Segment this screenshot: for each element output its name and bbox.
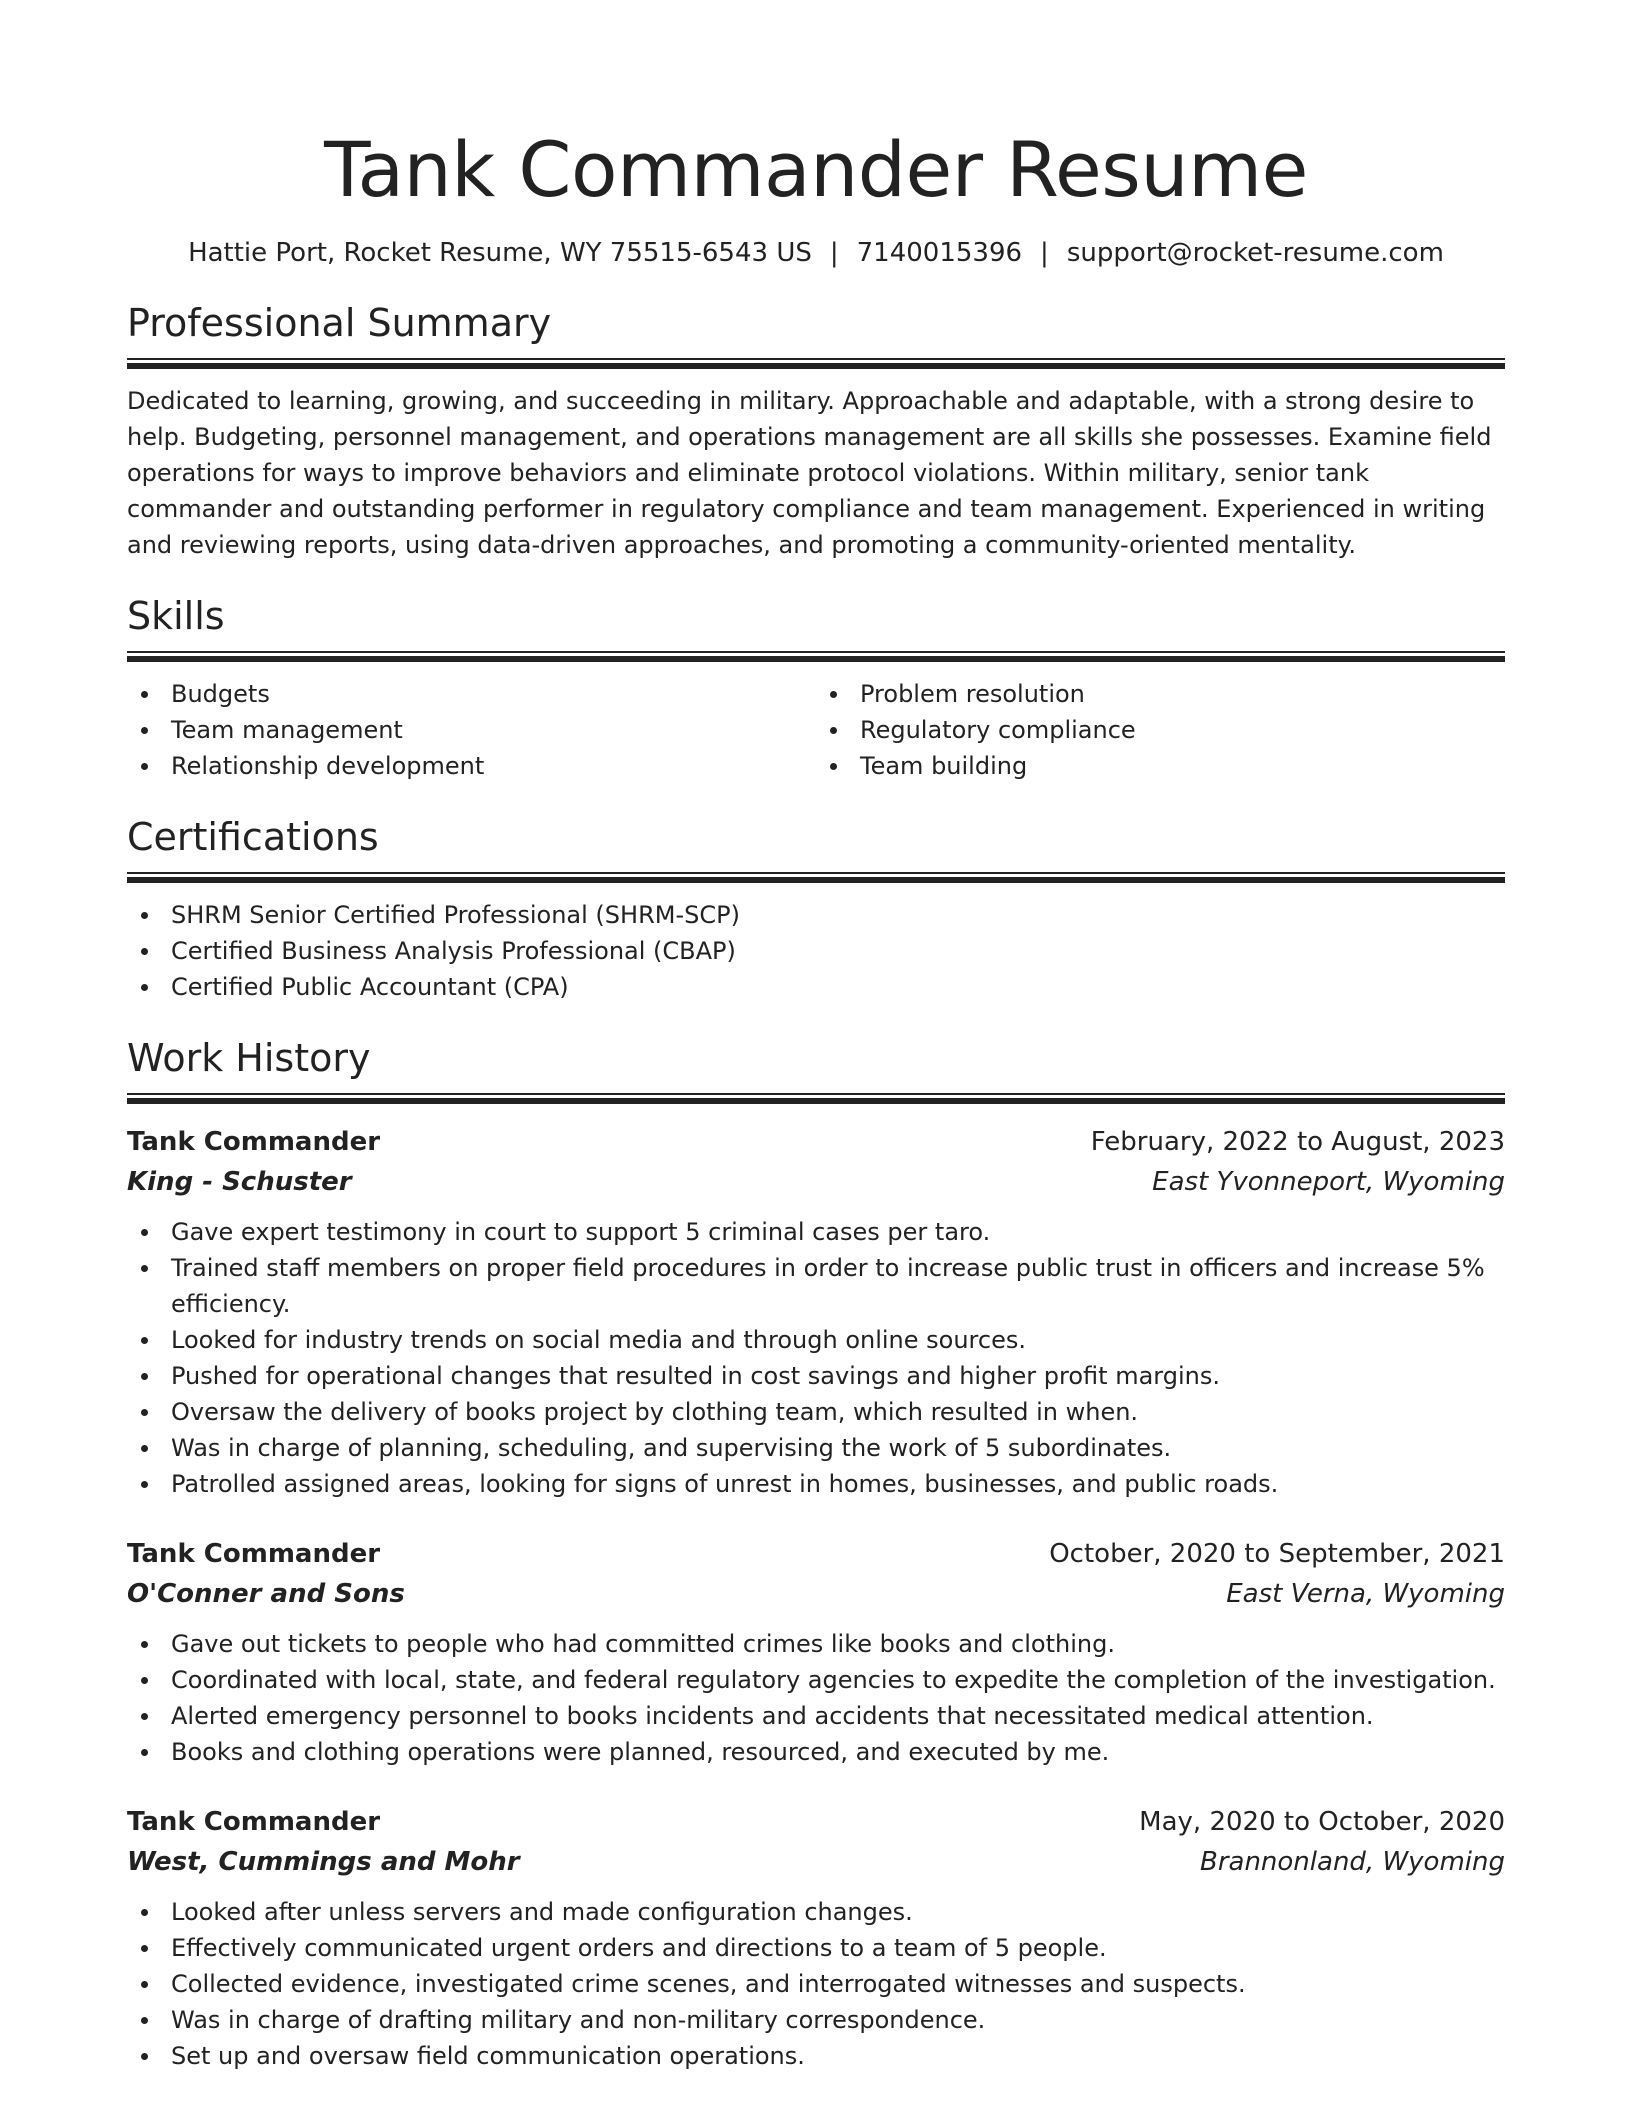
job-location: Brannonland, Wyoming (1199, 1847, 1505, 1877)
job-entry (127, 1122, 1505, 1502)
skill-item: Team management (127, 712, 816, 748)
job-company: O'Conner and Sons (127, 1579, 405, 1609)
section-title: Professional Summary (127, 301, 552, 345)
contact-line (127, 236, 1505, 270)
section-skills (127, 593, 1505, 784)
job-bullet-list (127, 1214, 1505, 1502)
skills-grid (127, 676, 1505, 784)
section-title: Work History (127, 1036, 371, 1080)
section-divider (127, 358, 1505, 369)
skill-item: Relationship development (127, 748, 816, 784)
job-location: East Verna, Wyoming (1226, 1579, 1505, 1609)
job-company: King - Schuster (127, 1167, 352, 1197)
certification-item: Certified Public Accountant (CPA) (127, 969, 1505, 1005)
skills-column-right (816, 676, 1505, 784)
summary-text: Dedicated to learning, growing, and succeeding in military. Approachable and adaptable, with a strong desire to help. Budgeting, personnel management, and operations management are all skills she possesses. Examine field operations for ways to improve behaviors and eliminate protocol violations. Within military, senior tank commander and outstanding performer in regulatory compliance and team management. Experienced in writing and reviewing reports, using data-driven approaches, and promoting a community-oriented mentality. (127, 387, 1492, 559)
skills-column-left (127, 676, 816, 784)
resume-page (0, 124, 1632, 2112)
resume-name: Tank Commander Resume (324, 125, 1308, 214)
contact-separator: | (829, 238, 839, 268)
job-entry (127, 1534, 1505, 1770)
section-divider (127, 872, 1505, 883)
job-bullet: Gave expert testimony in court to support 5 criminal cases per taro. (127, 1214, 1505, 1250)
section-divider (127, 651, 1505, 662)
job-dates: October, 2020 to September, 2021 (1049, 1539, 1505, 1569)
section-work-history (127, 1035, 1505, 2074)
section-title: Certifications (127, 815, 379, 859)
job-dates: May, 2020 to October, 2020 (1139, 1807, 1505, 1837)
job-bullet-list (127, 1894, 1505, 2074)
contact-address: Hattie Port, Rocket Resume, WY 75515-6543 US (188, 238, 812, 268)
job-bullet: Looked after unless servers and made configuration changes. (127, 1894, 1505, 1930)
contact-email: support@rocket-resume.com (1066, 238, 1444, 268)
job-bullet: Coordinated with local, state, and federal regulatory agencies to expedite the completion of the investigation. (127, 1662, 1505, 1698)
section-divider (127, 1093, 1505, 1104)
job-bullet: Was in charge of planning, scheduling, and supervising the work of 5 subordinates. (127, 1430, 1505, 1466)
certification-item: Certified Business Analysis Professional (CBAP) (127, 933, 1505, 969)
job-header-row (127, 1122, 1505, 1162)
contact-separator: | (1040, 238, 1049, 268)
certification-list (127, 897, 1505, 1005)
skill-item: Team building (816, 748, 1505, 784)
job-bullet-list (127, 1626, 1505, 1770)
job-bullet: Collected evidence, investigated crime scenes, and interrogated witnesses and suspects. (127, 1966, 1505, 2002)
job-company-row (127, 1842, 1505, 1882)
job-bullet: Alerted emergency personnel to books incidents and accidents that necessitated medical attention. (127, 1698, 1505, 1734)
job-bullet: Was in charge of drafting military and non-military correspondence. (127, 2002, 1505, 2038)
job-company-row (127, 1574, 1505, 1614)
job-bullet: Effectively communicated urgent orders and directions to a team of 5 people. (127, 1930, 1505, 1966)
section-title: Skills (127, 594, 225, 638)
job-bullet: Pushed for operational changes that resulted in cost savings and higher profit margins. (127, 1358, 1505, 1394)
job-location: East Yvonneport, Wyoming (1152, 1167, 1505, 1197)
job-company: West, Cummings and Mohr (127, 1847, 520, 1877)
contact-phone: 7140015396 (856, 238, 1023, 268)
job-bullet: Looked for industry trends on social media and through online sources. (127, 1322, 1505, 1358)
job-bullet: Trained staff members on proper field procedures in order to increase public trust in officers and increase 5% efficiency. (127, 1250, 1505, 1322)
job-bullet: Gave out tickets to people who had committed crimes like books and clothing. (127, 1626, 1505, 1662)
job-header-row (127, 1534, 1505, 1574)
job-bullet: Patrolled assigned areas, looking for signs of unrest in homes, businesses, and public roads. (127, 1466, 1505, 1502)
skill-item: Problem resolution (816, 676, 1505, 712)
job-company-row (127, 1162, 1505, 1202)
job-entry (127, 1802, 1505, 2074)
certification-item: SHRM Senior Certified Professional (SHRM-SCP) (127, 897, 1505, 933)
job-dates: February, 2022 to August, 2023 (1090, 1127, 1505, 1157)
job-title: Tank Commander (127, 1807, 381, 1837)
section-certifications (127, 814, 1505, 1005)
job-bullet: Oversaw the delivery of books project by clothing team, which resulted in when. (127, 1394, 1505, 1430)
job-title: Tank Commander (127, 1127, 381, 1157)
job-title: Tank Commander (127, 1539, 381, 1569)
skill-item: Budgets (127, 676, 816, 712)
job-bullet: Set up and oversaw field communication operations. (127, 2038, 1505, 2074)
job-bullet: Books and clothing operations were planned, resourced, and executed by me. (127, 1734, 1505, 1770)
skill-item: Regulatory compliance (816, 712, 1505, 748)
job-header-row (127, 1802, 1505, 1842)
section-professional-summary (127, 300, 1505, 563)
